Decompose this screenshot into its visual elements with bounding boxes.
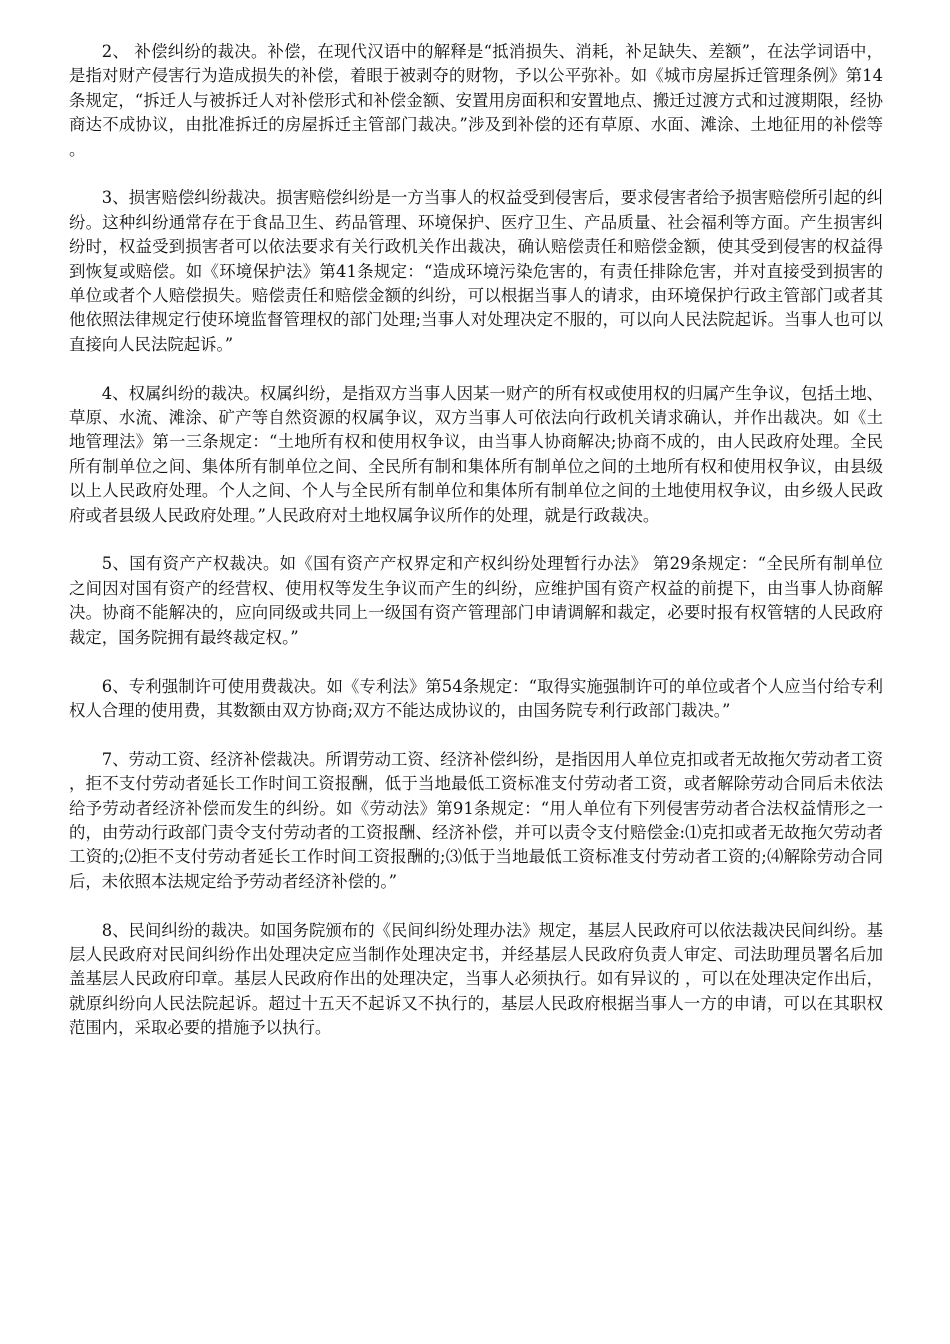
paragraph-labor-wage-compensation: 7、劳动工资、经济补偿裁决。所谓劳动工资、经济补偿纠纷，是指因用人单位克扣或者无故拖欠劳动者工资，拒不支付劳动者延长工作时间工资报酬，低于当地最低工资标准支付劳动者工资，或者解除劳动合同后未依法给予劳动者经济补偿而发生的纠纷。如《劳动法》第91条规定：“用人单位有下列侵害劳动者合法权益情形之一的，由劳动行政部门责令支付劳动者的工资报酬、经济补偿，并可以责令支付赔偿金:⑴克扣或者无故拖欠劳动者工资的;⑵拒不支付劳动者延长工作时间工资报酬的;⑶低于当地最低工资标准支付劳动者工资的;⑷解除劳动合同后，未依照本法规定给予劳动者经济补偿的。” [69, 749, 883, 891]
paragraph-civil-disputes: 8、民间纠纷的裁决。如国务院颁布的《民间纠纷处理办法》规定，基层人民政府可以依法裁决民间纠纷。基层人民政府对民间纠纷作出处理决定应当制作处理决定书，并经基层人民政府负责人审定、司法助理员署名后加盖基层人民政府印章。基层人民政府作出的处理决定，当事人必须执行。如有异议的 ，可以在处理决定作出后，就原纠纷向人民法院起诉。超过十五天不起诉又不执行的，基层人民政府根据当事人一方的申请，可以在其职权范围内，采取必要的措施予以执行。 [69, 920, 883, 1038]
document-body [69, 40, 883, 1041]
paragraph-ownership-disputes: 4、权属纠纷的裁决。权属纠纷，是指双方当事人因某一财产的所有权或使用权的归属产生争议，包括土地、草原、水流、滩涂、矿产等自然资源的权属争议，双方当事人可依法向行政机关请求确认，并作出裁决。如《土地管理法》第一三条规定：“土地所有权和使用权争议，由当事人协商解决;协商不成的，由人民政府处理。全民所有制单位之间、集体所有制单位之间、全民所有制和集体所有制单位之间的土地所有权和使用权争议，由县级以上人民政府处理。个人之间、个人与全民所有制单位和集体所有制单位之间的土地使用权争议，由乡级人民政府或者县级人民政府处理。”人民政府对土地权属争议所作的处理，就是行政裁决。 [69, 383, 883, 525]
paragraph-patent-compulsory-license-fee: 6、专利强制许可使用费裁决。如《专利法》第54条规定：“取得实施强制许可的单位或者个人应当付给专利权人合理的使用费，其数额由双方协商;双方不能达成协议的，由国务院专利行政部门裁决。” [69, 676, 883, 720]
paragraph-state-asset-property-rights: 5、国有资产产权裁决。如《国有资产产权界定和产权纠纷处理暂行办法》 第29条规定：“全民所有制单位之间因对国有资产的经营权、使用权等发生争议而产生的纠纷，应维护国有资产权益的前提下，由当事人协商解决。协商不能解决的，应向同级或共同上一级国有资产管理部门申请调解和裁定，必要时报有权管辖的人民政府裁定，国务院拥有最终裁定权。” [69, 554, 883, 647]
paragraph-damage-compensation-disputes: 3、损害赔偿纠纷裁决。损害赔偿纠纷是一方当事人的权益受到侵害后，要求侵害者给予损害赔偿所引起的纠纷。这种纠纷通常存在于食品卫生、药品管理、环境保护、医疗卫生、产品质量、社会福利等方面。产生损害纠纷时，权益受到损害者可以依法要求有关行政机关作出裁决，确认赔偿责任和赔偿金额，使其受到侵害的权益得到恢复或赔偿。如《环境保护法》第41条规定：“造成环境污染危害的，有责任排除危害，并对直接受到损害的单位或者个人赔偿损失。赔偿责任和赔偿金额的纠纷，可以根据当事人的请求，由环境保护行政主管部门或者其他依照法律规定行使环境监督管理权的部门处理;当事人对处理决定不服的，可以向人民法院起诉。当事人也可以直接向人民法院起诉。” [69, 188, 883, 354]
paragraph-compensation-disputes: 2、 补偿纠纷的裁决。补偿，在现代汉语中的解释是“抵消损失、消耗，补足缺失、差额”，在法学词语中，是指对财产侵害行为造成损失的补偿，着眼于被剥夺的财物，予以公平弥补。如《城市房屋拆迁管理条例》第14条规定，“拆迁人与被拆迁人对补偿形式和补偿金额、安置用房面积和安置地点、搬迁过渡方式和过渡期限，经协商达不成协议，由批准拆迁的房屋拆迁主管部门裁决。”涉及到补偿的还有草原、水面、滩涂、土地征用的补偿等。 [69, 42, 883, 159]
